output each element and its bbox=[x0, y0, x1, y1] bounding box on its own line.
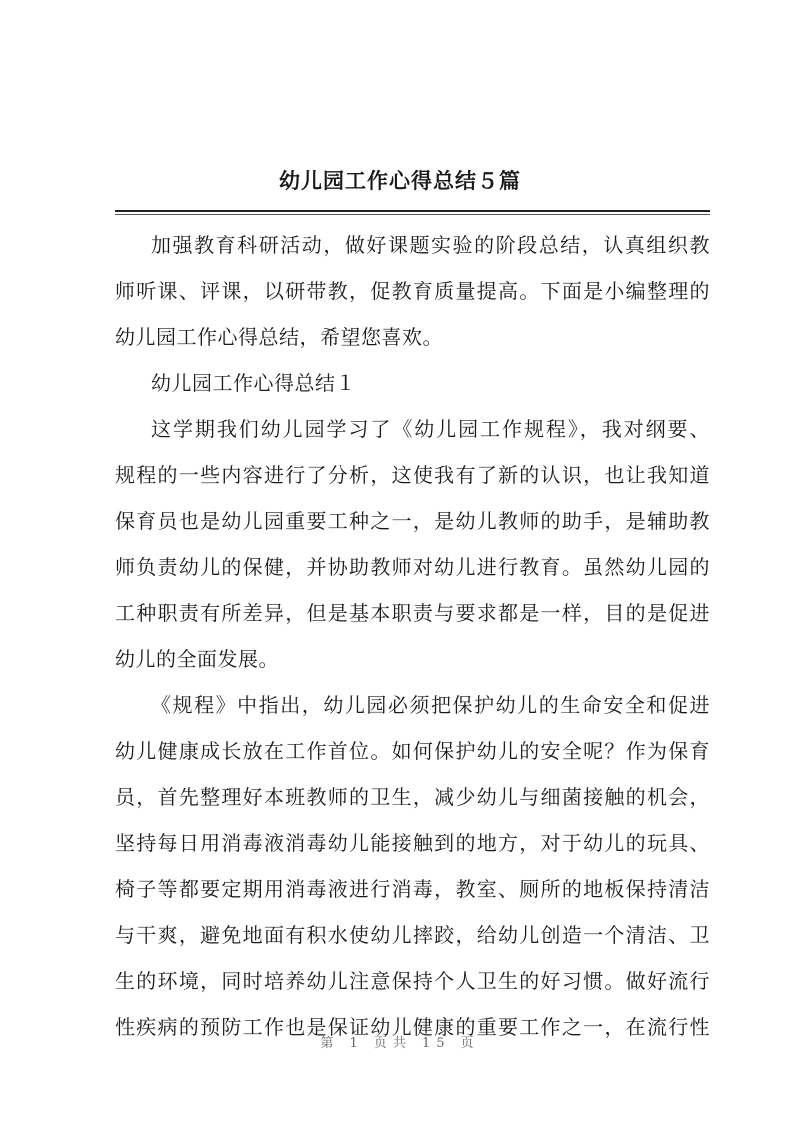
paragraph-line: 幼儿的全面发展。 bbox=[115, 647, 279, 671]
paragraph-line: 幼儿园工作心得总结，希望您喜欢。 bbox=[115, 325, 443, 349]
title-divider-thin bbox=[115, 214, 710, 215]
paragraph-line: 工种职责有所差异，但是基本职责与要求都是一样，目的是促进 bbox=[115, 601, 710, 625]
paragraph-line: 性疾病的预防工作也是保证幼儿健康的重要工作之一，在流行性 bbox=[115, 1015, 710, 1039]
section-heading: 幼儿园工作心得总结１ bbox=[151, 371, 356, 395]
page-title: 幼儿园工作心得总结５篇 bbox=[279, 168, 521, 193]
document-body bbox=[115, 222, 710, 1050]
paragraph-line: 员，首先整理好本班教师的卫生，减少幼儿与细菌接触的机会， bbox=[115, 785, 710, 809]
paragraph-line: 师负责幼儿的保健，并协助教师对幼儿进行教育。虽然幼儿园的 bbox=[115, 555, 710, 579]
paragraph-line: 幼儿健康成长放在工作首位。如何保护幼儿的安全呢？作为保育 bbox=[115, 739, 710, 763]
paragraph-line: 《规程》中指出，幼儿园必须把保护幼儿的生命安全和促进 bbox=[151, 693, 710, 717]
paragraph-line: 椅子等都要定期用消毒液进行消毒，教室、厕所的地板保持清洁 bbox=[115, 877, 710, 901]
paragraph-line: 坚持每日用消毒液消毒幼儿能接触到的地方，对于幼儿的玩具、 bbox=[115, 831, 710, 855]
page-number-footer: 第 1 页共 15 页 bbox=[320, 1036, 480, 1051]
paragraph-line: 保育员也是幼儿园重要工种之一，是幼儿教师的助手，是辅助教 bbox=[115, 509, 710, 533]
paragraph-line: 这学期我们幼儿园学习了《幼儿园工作规程》，我对纲要、 bbox=[151, 417, 710, 441]
paragraph-line: 生的环境，同时培养幼儿注意保持个人卫生的好习惯。做好流行 bbox=[115, 969, 710, 993]
title-divider bbox=[115, 210, 710, 212]
paragraph-line: 规程的一些内容进行了分析，这使我有了新的认识，也让我知道 bbox=[115, 463, 710, 487]
paragraph-line: 与干爽，避免地面有积水使幼儿摔跤，给幼儿创造一个清洁、卫 bbox=[115, 923, 710, 947]
paragraph-line: 师听课、评课，以研带教，促教育质量提高。下面是小编整理的 bbox=[115, 279, 710, 303]
paragraph-line: 加强教育科研活动，做好课题实验的阶段总结，认真组织教 bbox=[151, 233, 710, 257]
